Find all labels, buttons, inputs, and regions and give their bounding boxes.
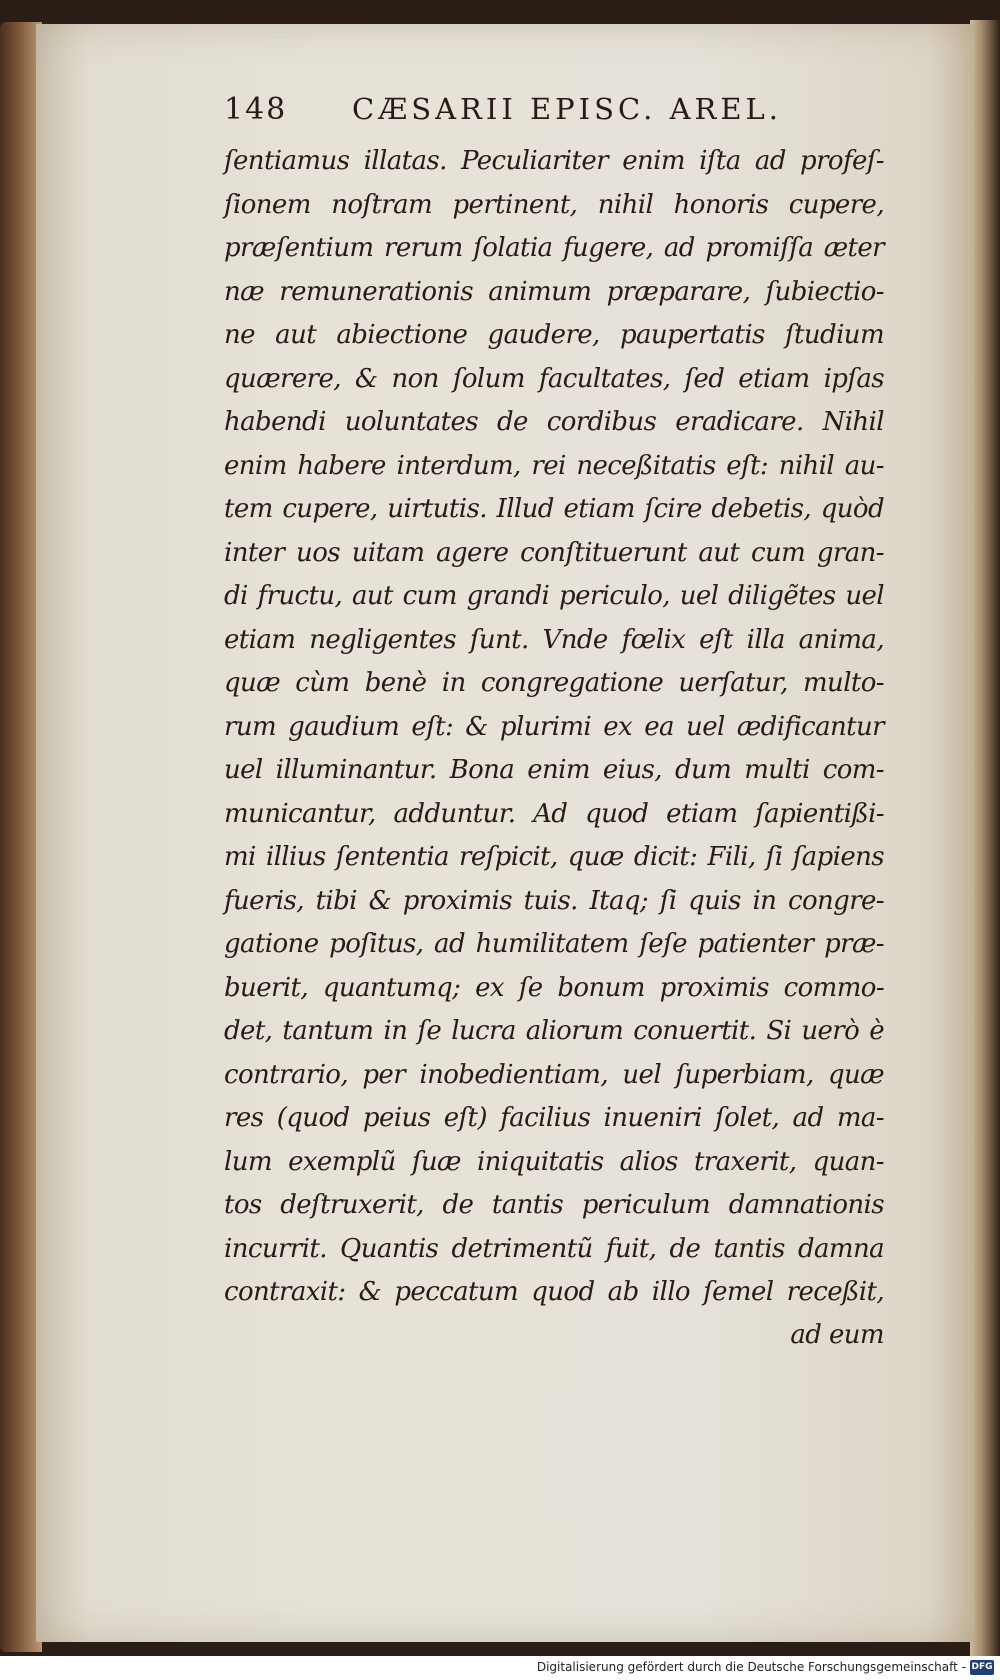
text-line: res (quod peius eſt) facilius inueniri ſolet, ad ma- — [224, 1103, 884, 1133]
text-line: ne aut abiectione gaudere, paupertatis ſtudium — [224, 320, 884, 350]
text-line: ſentiamus illatas. Peculiariter enim iſta ad profeſ- — [224, 146, 884, 176]
text-line: ſionem noſtram pertinent, nihil honoris cupere, — [224, 189, 884, 220]
text-line: incurrit. Quantis detrimentũ fuit, de tantis damna — [224, 1233, 884, 1264]
page-header-row — [224, 88, 884, 138]
text-line: di fructu, aut cum grandi periculo, uel diligẽtes uel — [224, 581, 884, 611]
text-line: næ remunerationis animum præparare, ſubiectio- — [224, 276, 884, 307]
text-line: tem cupere, uirtutis. Illud etiam ſcire debetis, quòd — [224, 494, 884, 524]
text-line: etiam negligentes ſunt. Vnde fœlix eſt illa anima, — [224, 624, 884, 655]
text-line: fueris, tibi & proximis tuis. Itaq; ſi quis in congre- — [224, 885, 884, 916]
text-line: municantur, adduntur. Ad quod etiam ſapientißi- — [224, 798, 884, 829]
text-line: rum gaudium eſt: & plurimi ex ea uel ædificantur — [224, 711, 884, 742]
text-line: buerit, quantumq; ex ſe bonum proximis commo- — [224, 972, 884, 1003]
text-line: mi illius ſententia reſpicit, quæ dicit: Fili, ſi ſapiens — [224, 842, 884, 872]
text-line: lum exemplũ ſuæ iniquitatis alios traxerit, quan- — [224, 1146, 884, 1177]
text-line: contraxit: & peccatum quod ab illo ſemel receßit, — [224, 1277, 884, 1307]
digitization-footer — [0, 1656, 1000, 1680]
text-line: habendi uoluntates de cordibus eradicare. Nihil — [224, 407, 884, 437]
text-line: contrario, per inobedientiam, uel ſuperbiam, quæ — [224, 1059, 884, 1090]
page-number: 148 — [224, 92, 288, 127]
dfg-logo: DFG — [970, 1660, 994, 1675]
text-line: enim habere interdum, rei neceßitatis eſt: nihil au- — [224, 450, 884, 481]
text-line: inter uos uitam agere conſtituerunt aut cum gran- — [224, 537, 884, 568]
text-line: quæ cùm benè in congregatione uerſatur, multo- — [224, 668, 884, 698]
body-text — [224, 140, 884, 1315]
text-line: uel illuminantur. Bona enim eius, dum multi com- — [224, 755, 884, 785]
text-line: det, tantum in ſe lucra aliorum conuertit. Si uerò è — [224, 1016, 884, 1046]
catchword-row — [224, 1314, 884, 1358]
text-line: tos deſtruxerit, de tantis periculum damnationis — [224, 1190, 884, 1220]
running-head: CÆSARII EPISC. AREL. — [352, 92, 783, 126]
text-line: præſentium rerum ſolatia fugere, ad promiſſa æter — [224, 233, 884, 263]
page-edge-shadow — [970, 20, 1000, 1660]
text-line: gatione poſitus, ad humilitatem ſeſe patienter præ- — [224, 929, 884, 959]
catchword: ad eum — [790, 1320, 884, 1350]
footer-credit: Digitalisierung gefördert durch die Deutsche Forschungsgemeinschaft - — [536, 1660, 966, 1674]
text-line: quærere, & non ſolum facultates, ſed etiam ipſas — [224, 363, 884, 394]
